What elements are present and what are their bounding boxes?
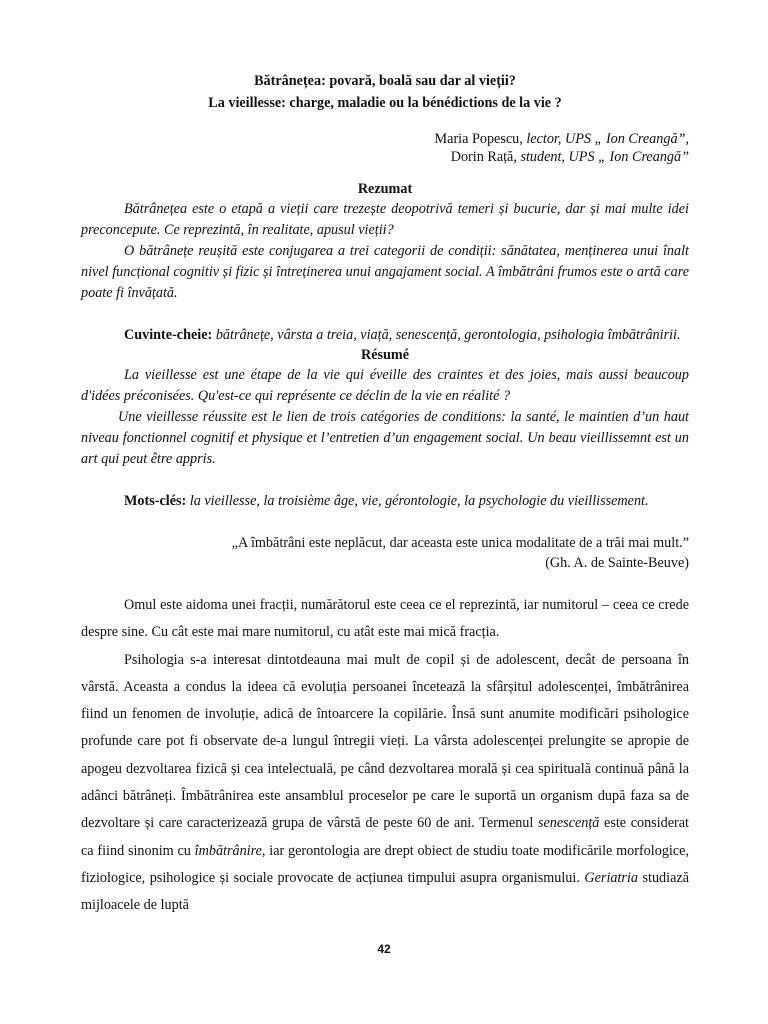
article [81, 70, 689, 920]
keywords-label: Cuvinte-cheie: [124, 327, 213, 343]
author-affiliation: lector, UPS „ Ion Creangă”, [526, 131, 689, 147]
author-name: Dorin Rață [450, 149, 514, 165]
keywords-terms: la vieillesse, la troisième âge, vie, gérontologie, la psychologie du vieillissement. [186, 493, 649, 509]
body-text [81, 592, 689, 920]
term-senescenta: senescență [537, 815, 600, 832]
author-separator: , [513, 149, 521, 165]
body-paragraph [81, 647, 689, 920]
title-french: La vieillesse: charge, maladie ou la bénédictions de la vie ? [208, 95, 562, 111]
page-number: 42 [377, 942, 391, 956]
body-paragraph: Omul este aidoma unei fracții, numărătorul este ceea ce el reprezintă, iar numitorul – ceea ce crede despre sine. Cu cât este mai mare numitorul, cu atât este mai mică fracția. [81, 597, 689, 641]
body-text-run: Psihologia s-a interesat dintotdeauna mai mult de copil și de adolescent, decât de persoana în vârstă. Aceasta a condus la ideea că evoluția persoanei încetează la sfârșitul adolescenței, îmbătrânirea fiind un fenomen de involuție, adică de întoarcere la copilărie. Însă sunt anumite modificări psihologice profunde care pot fi observate de-a lungul întregii vieți. La vârsta adolescenței prelungite se apropie de apogeu dezvoltarea fizică și cea intelectuală, pe când dezvoltarea morală și cea spirituală continuă până la adânci bătrâneți. Îmbătrânirea este ansamblul proceselor pe care le suportă un organism după faza sa de dezvoltare și care caracterizează grupa de vârstă de peste 60 de ani. Termenul [81, 651, 689, 832]
article-title [81, 70, 689, 114]
term-geriatria: Geriatria [584, 869, 638, 886]
cuvinte-cheie [81, 325, 689, 346]
keywords-terms: bătrânețe, vârsta a treia, viață, senescență, gerontologia, psihologia îmbătrânirii. [212, 327, 681, 343]
mots-cles [81, 491, 689, 512]
epigraph-text: „A îmbătrâni este neplăcut, dar aceasta este unica modalitate de a trăi mai mult.” [231, 535, 689, 551]
resume-paragraph: La vieillesse est une étape de la vie qui éveille des craintes et des joies, mais aussi beaucoup d'idées préconisées. Qu'est-ce qui représente ce déclin de la vie en réalité ? [81, 367, 689, 404]
rezumat-paragraph: O bătrânețe reușită este conjugarea a trei categorii de condiții: sănătatea, menținerea unui înalt nivel funcțional cognitiv și fizic și întreținerea unui angajament social. A îmbătrâni frumos este o artă care poate fi învățată. [81, 243, 689, 301]
author-line [81, 130, 689, 148]
resume-heading: Résumé [360, 347, 410, 363]
author-affiliation: student, UPS „ Ion Creangă” [520, 149, 689, 165]
epigraph [81, 533, 689, 573]
term-imbatranire: îmbătrânire [194, 842, 262, 859]
keywords-label: Mots-clés: [124, 493, 187, 509]
author-line [81, 148, 689, 166]
resume-paragraph: Une vieillesse réussite est le lien de trois catégories de conditions: la santé, le maintien d’un haut niveau fonctionnel cognitif et physique et l’entretien d’un engagement social. Un beau vieillissemnt est un art qui peut être appris. [81, 409, 689, 467]
rezumat-paragraph: Bătrânețea este o etapă a vieții care trezește deopotrivă temeri și bucurie, dar și mai multe idei preconcepute. Ce reprezintă, în realitate, apusul vieții? [81, 201, 689, 238]
author-list [81, 130, 689, 166]
body-text-run: studiază mijloacele de luptă [81, 869, 689, 914]
rezumat-heading: Rezumat [357, 181, 413, 197]
resume-abstract [81, 365, 689, 470]
rezumat-abstract [81, 199, 689, 304]
author-separator: , [519, 131, 527, 147]
epigraph-author: (Gh. A. de Sainte-Beuve) [545, 555, 689, 571]
title-romanian: Bătrânețea: povară, boală sau dar al vieții? [254, 73, 516, 89]
body-text-run: , iar gerontologia are drept obiect de studiu toate modificările morfologice, fiziologice, psihologice și sociale provocate de acțiunea timpului asupra organismului. [81, 842, 689, 886]
author-name: Maria Popescu [434, 131, 520, 147]
body-text-run: este considerat ca fiind sinonim cu [81, 815, 689, 859]
